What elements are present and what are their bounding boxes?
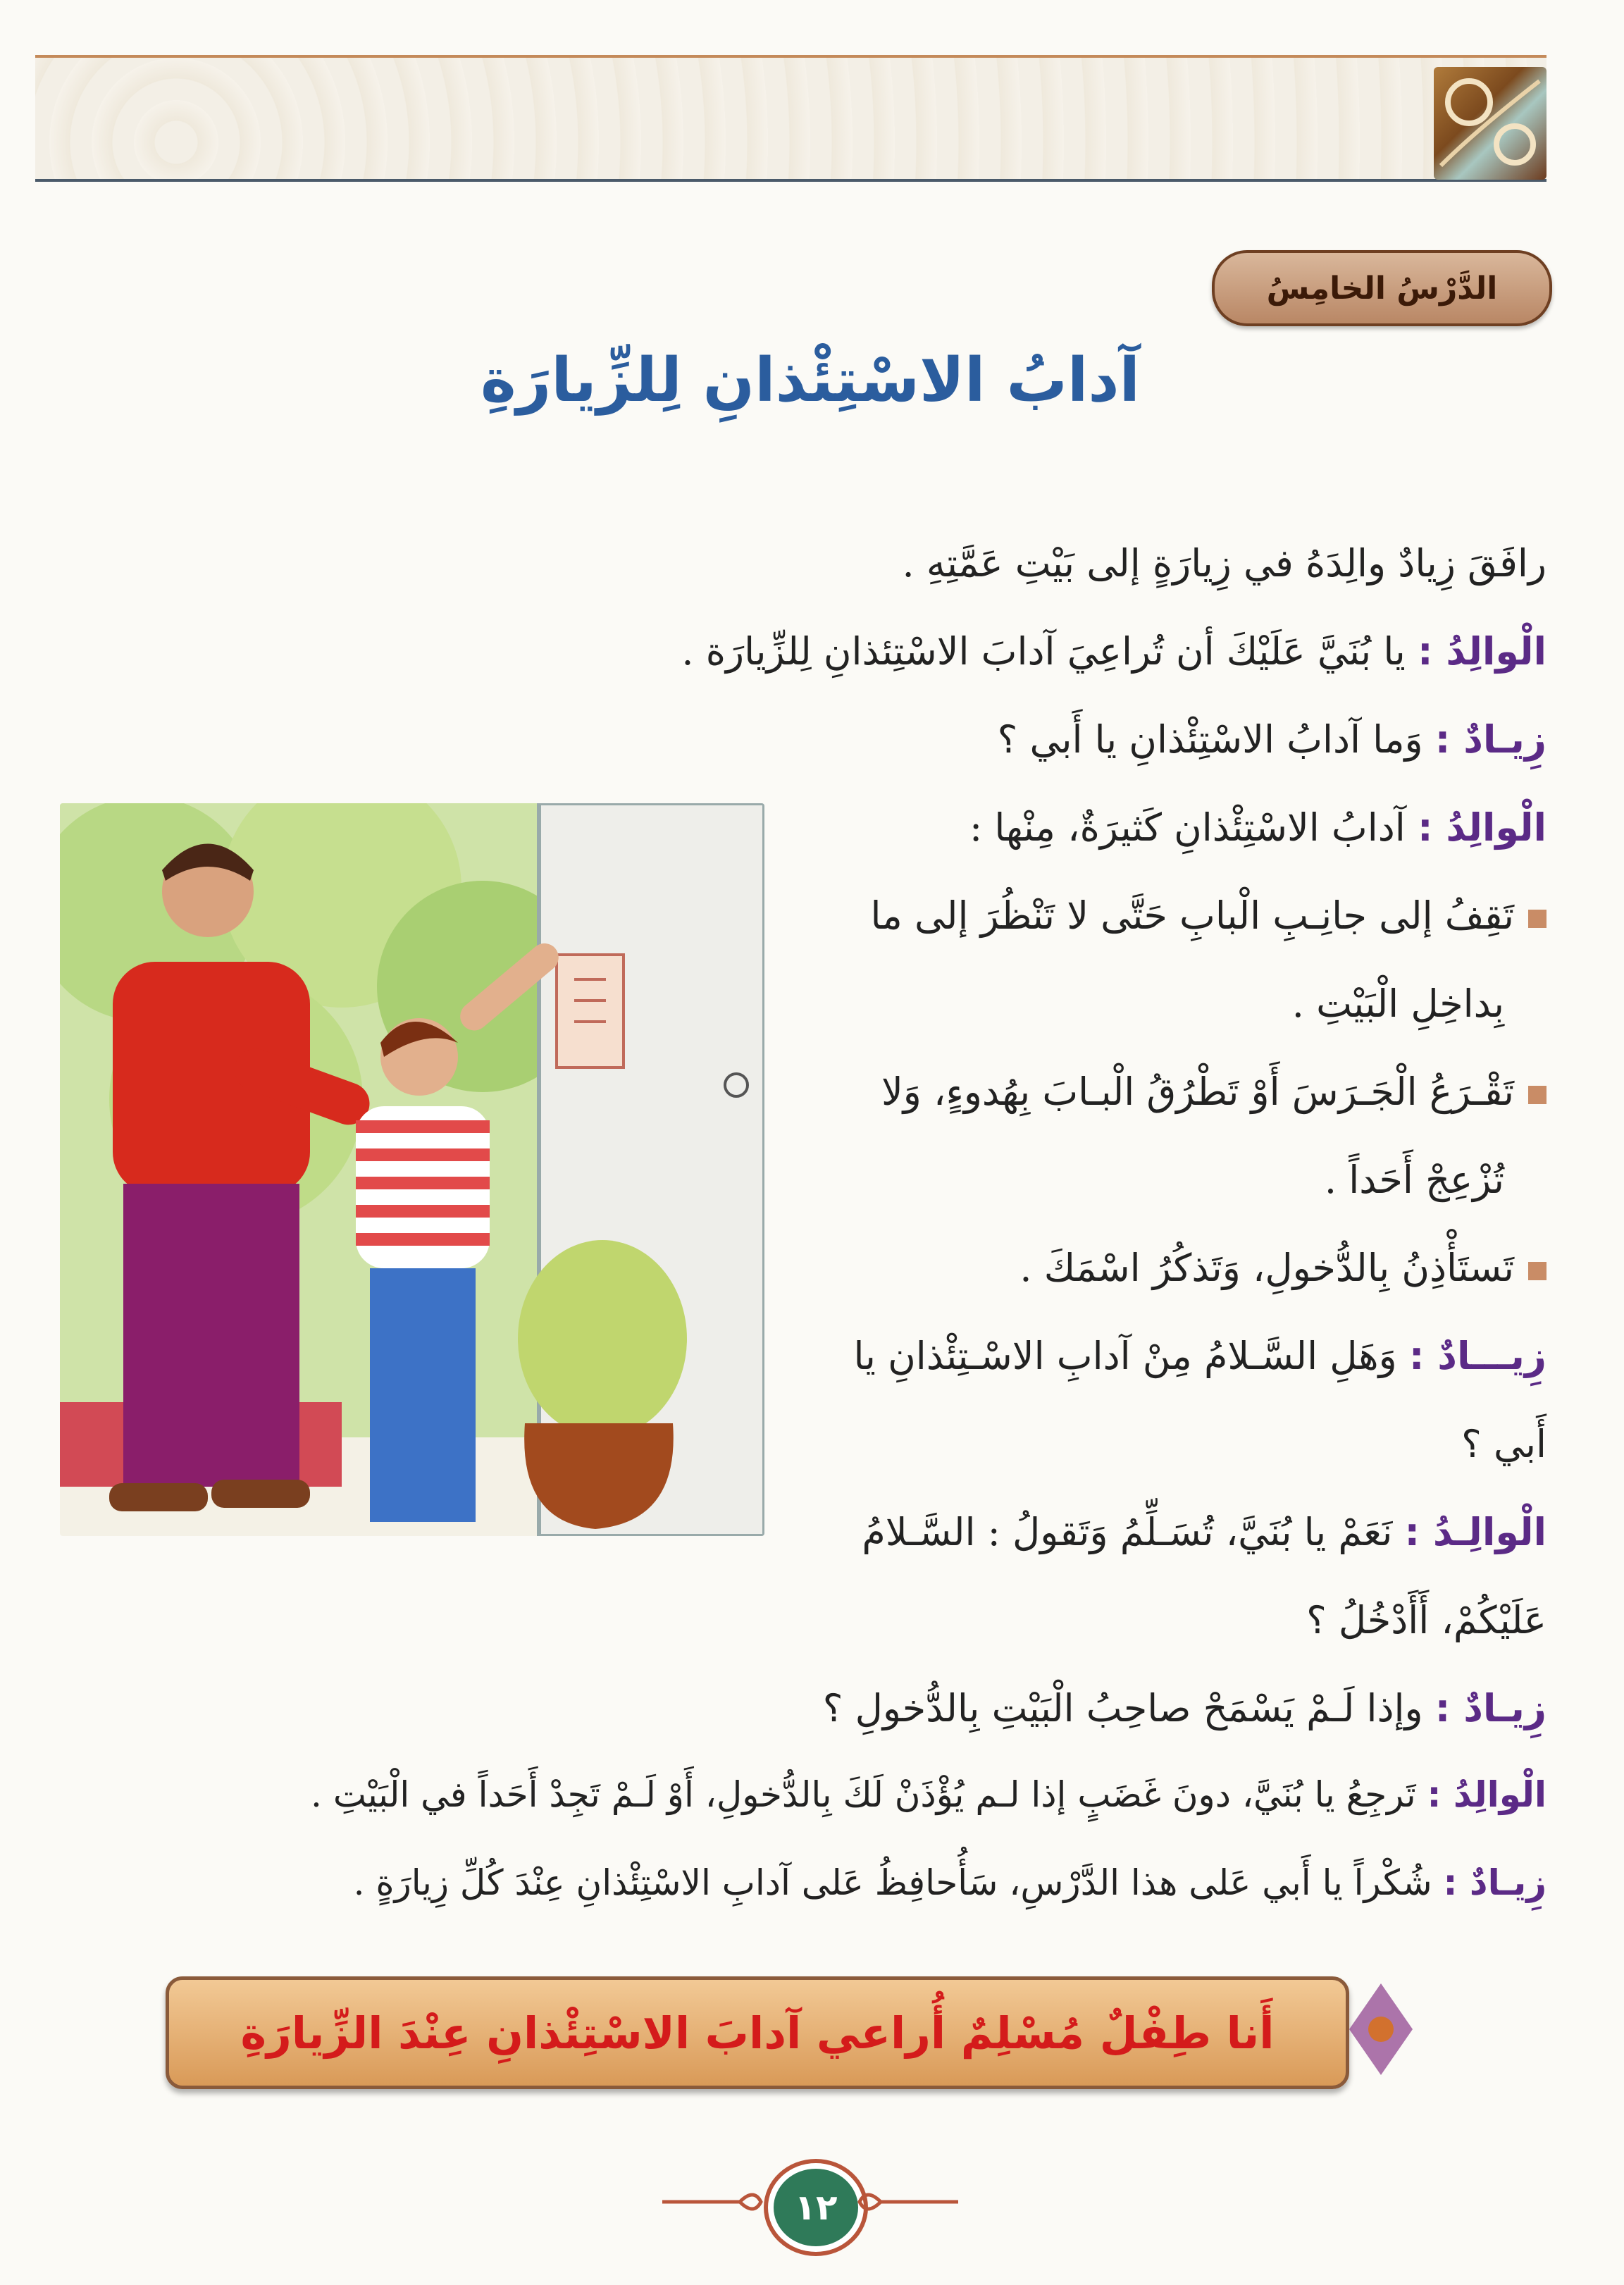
bullet-item bbox=[1019, 1244, 1546, 1293]
header-band bbox=[35, 55, 1546, 182]
line-text: وإذا لَـمْ يَسْمَحْ صاحِبُ الْبَيْتِ بِالدُّخولِ ؟ bbox=[822, 1686, 1435, 1730]
flourish-left-icon bbox=[662, 2184, 768, 2219]
line-text: وَما آدابُ الاسْتِئْذانِ يا أَبي ؟ bbox=[997, 717, 1435, 762]
corner-ornament bbox=[1434, 67, 1546, 180]
page-title: آدابُ الاسْتِئْذانِ لِلزِّيارَةِ bbox=[480, 345, 1140, 416]
speaker: الْوالِدُ : bbox=[1427, 1774, 1546, 1815]
speaker: الْوالِدُ : bbox=[1417, 805, 1546, 850]
line-text: شُكْراً يا أَبي عَلى هذا الدَّرْسِ، سَأُحافِظُ عَلى آدابِ الاسْتِئْذانِ عِنْدَ كُلِّ زِيارَةٍ . bbox=[353, 1862, 1444, 1903]
dialogue-line bbox=[969, 803, 1546, 853]
dialogue-line bbox=[853, 1332, 1546, 1381]
speaker: الْوالِدُ : bbox=[1417, 629, 1546, 674]
bullet-item bbox=[881, 1067, 1546, 1117]
intro-line bbox=[903, 539, 1546, 588]
page-number: ١٢ bbox=[768, 2163, 864, 2252]
dialogue-line bbox=[354, 1860, 1546, 1906]
page-number-area bbox=[655, 2163, 965, 2241]
dialogue-continuation: أَبي ؟ bbox=[1461, 1422, 1546, 1466]
bullet-square-icon bbox=[1528, 1262, 1546, 1280]
bullet-text: تَستَأْذِنُ بِالدُّخولِ، وَتَذكُرُ اسْمَكَ . bbox=[1019, 1246, 1514, 1290]
bullet-square-icon bbox=[1528, 1086, 1546, 1104]
speaker: زِيـادٌ : bbox=[1443, 1862, 1546, 1903]
banner-ornament-right bbox=[1342, 1976, 1420, 2082]
bullet-continuation: تُزْعِجْ أَحَداً . bbox=[1324, 1158, 1504, 1202]
dialogue-continuation: عَلَيْكُمْ، أَأَدْخُلُ ؟ bbox=[1306, 1598, 1546, 1642]
motto-banner: أَنا طِفْلٌ مُسْلِمٌ أُراعي آدابَ الاسْتِئْذانِ عِنْدَ الزِّيارَةِ bbox=[166, 1976, 1349, 2089]
bullet-text: تَقِفُ إلى جانِـبِ الْبابِ حَتَّى لا تَنْظُرَ إلى ما bbox=[870, 893, 1514, 938]
speaker: زِيـــادٌ : bbox=[1408, 1334, 1546, 1378]
speaker: زِيـادٌ : bbox=[1434, 1686, 1546, 1730]
line-text: آدابُ الاسْتِئْذانِ كَثيرَةٌ، مِنْها : bbox=[969, 805, 1418, 850]
dialogue-line bbox=[862, 1508, 1546, 1557]
line-text: وَهَلِ السَّـلامُ مِنْ آدابِ الاسْـتِئْذانِ يا bbox=[853, 1334, 1409, 1378]
bullet-item bbox=[870, 891, 1546, 941]
father-son-door-illustration bbox=[60, 803, 764, 1536]
line-text: رافَقَ زِيادٌ والِدَهُ في زِيارَةٍ إلى بَيْتِ عَمَّتِهِ . bbox=[902, 541, 1546, 586]
lesson-badge: الدَّرْسُ الخامِسُ bbox=[1212, 250, 1552, 326]
dialogue-line bbox=[998, 715, 1546, 764]
flourish-right-icon bbox=[853, 2184, 958, 2219]
line-text: يا بُنَيَّ عَلَيْكَ أن تُراعِيَ آدابَ الاسْتِئذانِ لِلزِّيارَة . bbox=[681, 629, 1418, 674]
bullet-text: تَقْـرَعُ الْجَـرَسَ أَوْ تَطْرُقُ الْبـابَ بِهُدوءٍ، وَلا bbox=[881, 1070, 1514, 1114]
dialogue-line bbox=[681, 627, 1546, 676]
dialogue-line bbox=[311, 1772, 1546, 1818]
line-text: نَعَمْ يا بُنَيَّ، تُسَـلِّمُ وَتَقولُ : السَّـلامُ bbox=[862, 1510, 1405, 1554]
speaker: زِيـادٌ : bbox=[1434, 717, 1546, 762]
dialogue-line bbox=[823, 1684, 1546, 1733]
bullet-square-icon bbox=[1528, 910, 1546, 928]
speaker: الْوالِـدُ : bbox=[1404, 1510, 1546, 1554]
bullet-continuation: بِداخِلِ الْبَيْتِ . bbox=[1291, 982, 1504, 1026]
line-text: تَرجِعُ يا بُنَيَّ، دونَ غَضَبٍ إذا لـم يُؤْذَنْ لَكَ بِالدُّخولِ، أَوْ لَـمْ تَجِدْ أَحَداً في الْبَيْتِ . bbox=[311, 1774, 1427, 1815]
